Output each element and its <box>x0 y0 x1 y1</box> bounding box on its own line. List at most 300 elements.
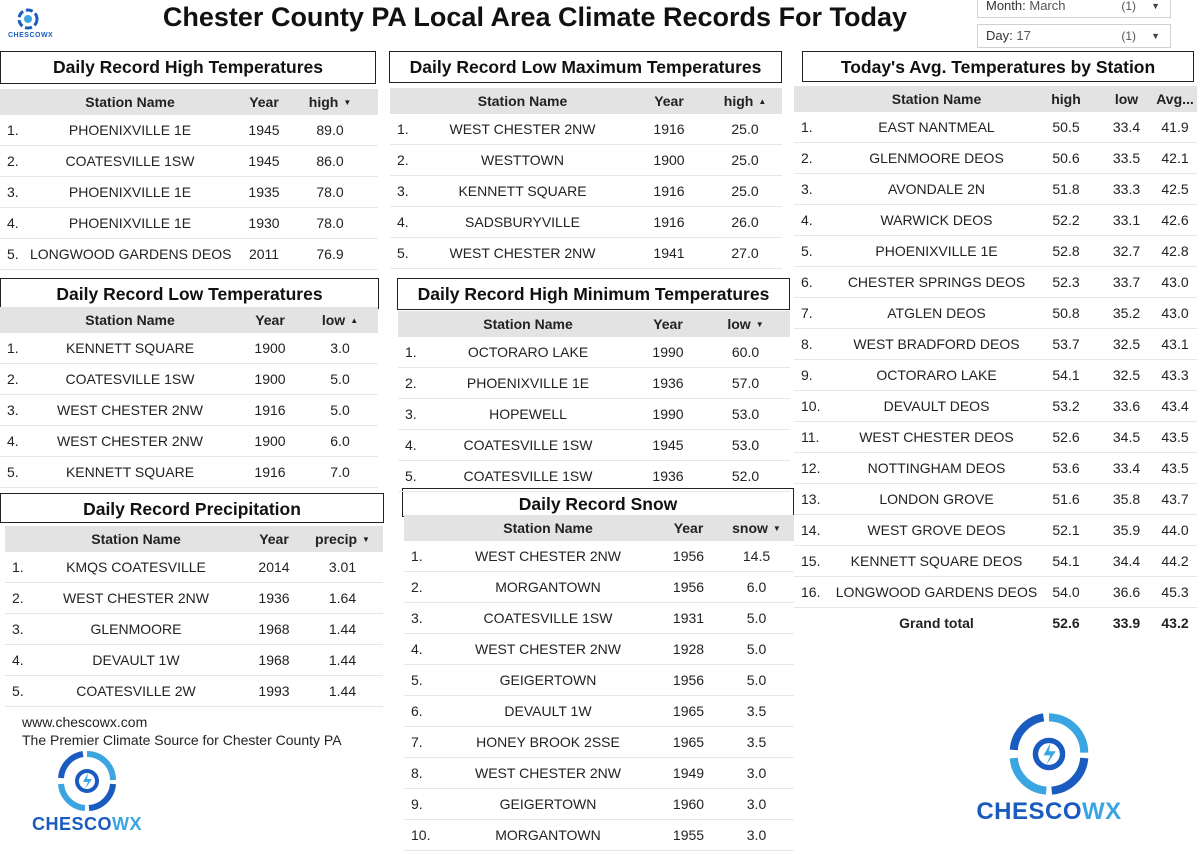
row-high: 52.2 <box>1052 212 1080 228</box>
row-value: 1.44 <box>328 652 357 668</box>
row-station-name: GEIGERTOWN <box>499 796 597 812</box>
table-row <box>404 603 794 634</box>
row-value: 53.0 <box>731 437 760 453</box>
table-row <box>404 727 794 758</box>
table-row <box>0 177 378 208</box>
row-station-name: SADSBURYVILLE <box>465 214 580 230</box>
row-station-name: LONGWOOD GARDENS DEOS <box>835 584 1038 600</box>
row-rank: 3. <box>397 183 409 199</box>
row-high: 50.6 <box>1052 150 1080 166</box>
chescowx-logo-icon <box>57 750 117 812</box>
row-station-name: WEST CHESTER 2NW <box>57 433 203 449</box>
row-station-name: COATESVILLE 1SW <box>463 468 593 484</box>
column-header-high: high <box>1051 91 1081 107</box>
grand-total-high: 52.6 <box>1052 615 1080 631</box>
row-station-name: NOTTINGHAM DEOS <box>867 460 1006 476</box>
row-low: 35.9 <box>1112 522 1141 538</box>
row-rank: 8. <box>801 336 813 352</box>
chevron-down-icon: ▼ <box>1151 31 1160 41</box>
sort-descending-icon[interactable]: ▼ <box>772 524 781 534</box>
month-filter-count: (1) <box>1121 0 1136 13</box>
row-year: 1931 <box>672 610 705 626</box>
row-year: 1960 <box>672 796 705 812</box>
column-header-low: low <box>1114 91 1139 107</box>
top-logo: CHESCOWX <box>8 6 48 39</box>
row-rank: 3. <box>7 184 19 200</box>
row-high: 53.2 <box>1052 398 1080 414</box>
row-avg: 42.1 <box>1161 150 1189 166</box>
row-rank: 3. <box>405 406 417 422</box>
row-rank: 3. <box>7 402 19 418</box>
table-row <box>0 395 378 426</box>
row-low: 33.5 <box>1112 150 1141 166</box>
table-row <box>794 267 1197 298</box>
column-header-year: Year <box>249 94 279 110</box>
row-rank: 1. <box>397 121 409 137</box>
row-high: 50.8 <box>1052 305 1080 321</box>
column-header-station: Station Name <box>891 91 982 107</box>
row-low: 33.4 <box>1112 460 1141 476</box>
row-year: 1930 <box>248 215 280 231</box>
table-row <box>5 583 383 614</box>
row-low: 33.6 <box>1112 398 1141 414</box>
column-header-station: Station Name <box>85 94 175 110</box>
row-high: 52.3 <box>1052 274 1080 290</box>
row-rank: 5. <box>7 246 19 262</box>
table-row <box>794 484 1197 515</box>
snow-title: Daily Record Snow <box>402 488 794 517</box>
column-header-year: Year <box>654 93 684 109</box>
row-high: 51.6 <box>1052 491 1080 507</box>
row-rank: 7. <box>801 305 813 321</box>
table-row <box>404 541 794 572</box>
row-rank: 9. <box>411 796 423 812</box>
row-rank: 4. <box>12 652 24 668</box>
table-row <box>5 645 383 676</box>
row-rank: 12. <box>801 460 821 476</box>
row-station-name: WEST CHESTER 2NW <box>57 402 203 418</box>
row-station-name: COATESVILLE 1SW <box>463 437 593 453</box>
column-header-value[interactable] <box>305 526 380 553</box>
row-rank: 16. <box>801 584 821 600</box>
row-value: 1.44 <box>328 621 357 637</box>
table-row <box>0 146 378 177</box>
table-row <box>390 145 782 176</box>
column-header-value-label: precip <box>315 531 358 547</box>
row-value: 5.0 <box>746 641 767 657</box>
row-rank: 8. <box>411 765 423 781</box>
row-avg: 42.5 <box>1161 181 1189 197</box>
row-value: 25.0 <box>731 152 759 168</box>
row-station-name: KMQS COATESVILLE <box>66 559 206 575</box>
row-value: 86.0 <box>316 153 344 169</box>
row-station-name: DEVAULT 1W <box>504 703 592 719</box>
row-value: 5.0 <box>330 402 350 418</box>
row-rank: 1. <box>12 559 24 575</box>
row-station-name: GLENMOORE DEOS <box>869 150 1004 166</box>
row-rank: 3. <box>12 621 24 637</box>
table-row <box>794 422 1197 453</box>
row-value: 89.0 <box>316 122 344 138</box>
row-rank: 6. <box>411 703 423 719</box>
row-rank: 9. <box>801 367 813 383</box>
row-station-name: COATESVILLE 2W <box>76 683 196 699</box>
page-title: Chester County PA Local Area Climate Records For Today <box>162 2 908 32</box>
row-station-name: WEST CHESTER 2NW <box>449 245 596 261</box>
table-row <box>404 665 794 696</box>
row-avg: 43.1 <box>1161 336 1189 352</box>
row-value: 78.0 <box>316 184 344 200</box>
row-year: 1968 <box>258 621 290 637</box>
row-low: 33.1 <box>1112 212 1141 228</box>
row-station-name: MORGANTOWN <box>495 579 601 595</box>
footer-text <box>22 713 342 749</box>
table-row <box>404 696 794 727</box>
row-high: 54.0 <box>1052 584 1080 600</box>
row-station-name: WESTTOWN <box>481 152 564 168</box>
row-value: 6.0 <box>746 579 767 595</box>
row-rank: 5. <box>405 468 417 484</box>
row-year: 1928 <box>672 641 705 657</box>
sort-descending-icon[interactable]: ▼ <box>755 320 764 330</box>
row-rank: 1. <box>405 344 417 360</box>
row-station-name: OCTORARO LAKE <box>876 367 997 383</box>
row-rank: 4. <box>397 214 409 230</box>
table-row <box>5 614 383 645</box>
table-row <box>390 207 782 238</box>
table-row <box>398 399 790 430</box>
right-logo: CHESCOWX <box>968 712 1130 826</box>
row-station-name: WEST GROVE DEOS <box>867 522 1006 538</box>
row-station-name: COATESVILLE 1SW <box>483 610 613 626</box>
row-value: 25.0 <box>731 183 759 199</box>
high-min-temps-table <box>398 311 790 492</box>
row-year: 1993 <box>258 683 290 699</box>
precip-title: Daily Record Precipitation <box>0 493 384 523</box>
row-year: 1949 <box>672 765 705 781</box>
table-row <box>794 577 1197 608</box>
row-year: 1955 <box>672 827 705 843</box>
row-value: 7.0 <box>330 464 350 480</box>
row-value: 53.0 <box>731 406 760 422</box>
column-header-value[interactable] <box>710 88 780 115</box>
sort-descending-icon[interactable]: ▼ <box>362 535 370 545</box>
column-header-station: Station Name <box>483 316 573 332</box>
row-year: 2014 <box>258 559 290 575</box>
grand-total-avg: 43.2 <box>1161 615 1189 631</box>
table-row <box>404 634 794 665</box>
table-row <box>5 552 383 583</box>
high-temps-table <box>0 89 378 270</box>
row-year: 1945 <box>652 437 684 453</box>
column-header-avg: Avg... <box>1156 91 1194 107</box>
table-row <box>404 572 794 603</box>
row-station-name: WEST BRADFORD DEOS <box>853 336 1020 352</box>
row-avg: 43.5 <box>1161 460 1189 476</box>
table-row <box>0 333 378 364</box>
row-station-name: COATESVILLE 1SW <box>65 371 195 387</box>
table-header <box>0 89 378 115</box>
table-row <box>794 360 1197 391</box>
row-station-name: EAST NANTMEAL <box>878 119 995 135</box>
table-row <box>794 174 1197 205</box>
row-value: 3.01 <box>328 559 357 575</box>
column-header-value[interactable] <box>708 311 783 338</box>
row-rank: 3. <box>801 181 813 197</box>
table-row <box>398 461 790 492</box>
row-high: 52.8 <box>1052 243 1080 259</box>
row-low: 32.5 <box>1112 336 1141 352</box>
row-high: 50.5 <box>1052 119 1080 135</box>
row-low: 33.7 <box>1112 274 1141 290</box>
row-avg: 43.0 <box>1161 274 1189 290</box>
row-low: 32.7 <box>1112 243 1141 259</box>
row-high: 52.6 <box>1052 429 1080 445</box>
snow-table <box>404 515 794 851</box>
row-rank: 1. <box>7 122 19 138</box>
row-rank: 11. <box>801 429 820 445</box>
day-filter-dropdown[interactable] <box>977 24 1171 48</box>
row-value: 5.0 <box>330 371 350 387</box>
row-rank: 13. <box>801 491 821 507</box>
row-station-name: PHOENIXVILLE 1E <box>68 122 192 138</box>
row-year: 1900 <box>254 433 286 449</box>
row-high: 52.1 <box>1052 522 1080 538</box>
row-year: 1936 <box>258 590 290 606</box>
row-rank: 4. <box>411 641 423 657</box>
row-year: 1990 <box>652 406 684 422</box>
row-high: 54.1 <box>1052 367 1080 383</box>
row-value: 78.0 <box>316 215 344 231</box>
table-row <box>390 176 782 207</box>
row-low: 36.6 <box>1112 584 1141 600</box>
row-year: 1916 <box>653 183 685 199</box>
month-filter-dropdown[interactable] <box>977 0 1171 18</box>
table-header <box>404 515 794 541</box>
table-row <box>0 457 378 488</box>
row-year: 1965 <box>672 734 705 750</box>
grand-total-low: 33.9 <box>1112 615 1141 631</box>
row-value: 3.5 <box>746 734 767 750</box>
row-station-name: AVONDALE 2N <box>888 181 985 197</box>
month-filter-label: Month: <box>986 0 1026 13</box>
column-header-year: Year <box>673 520 704 536</box>
row-value: 3.0 <box>746 796 767 812</box>
row-year: 1956 <box>672 672 705 688</box>
row-rank: 2. <box>7 371 19 387</box>
row-year: 1945 <box>248 122 280 138</box>
row-rank: 2. <box>7 153 19 169</box>
row-value: 3.0 <box>330 340 350 356</box>
row-station-name: WARWICK DEOS <box>880 212 993 228</box>
table-header <box>398 311 790 337</box>
row-avg: 43.3 <box>1161 367 1189 383</box>
row-rank: 1. <box>7 340 19 356</box>
row-value: 5.0 <box>746 610 767 626</box>
row-year: 1956 <box>672 579 705 595</box>
table-row <box>794 298 1197 329</box>
row-value: 26.0 <box>731 214 759 230</box>
row-year: 1916 <box>254 464 286 480</box>
chevron-down-icon: ▼ <box>1151 1 1160 11</box>
row-avg: 44.2 <box>1161 553 1189 569</box>
grand-total-row <box>794 608 1197 638</box>
table-row <box>0 239 378 270</box>
row-rank: 4. <box>7 433 19 449</box>
row-avg: 43.5 <box>1161 429 1189 445</box>
row-rank: 2. <box>801 150 813 166</box>
row-station-name: GEIGERTOWN <box>499 672 597 688</box>
row-station-name: GLENMOORE <box>90 621 182 637</box>
row-station-name: ATGLEN DEOS <box>887 305 986 321</box>
table-row <box>794 236 1197 267</box>
row-low: 34.4 <box>1112 553 1141 569</box>
column-header-year: Year <box>255 312 285 328</box>
row-year: 1900 <box>653 152 685 168</box>
row-station-name: MORGANTOWN <box>495 827 601 843</box>
row-station-name: WEST CHESTER 2NW <box>63 590 209 606</box>
row-avg: 41.9 <box>1161 119 1189 135</box>
row-rank: 4. <box>7 215 19 231</box>
row-value: 3.0 <box>746 827 767 843</box>
low-temps-table <box>0 307 378 488</box>
row-year: 1936 <box>652 375 684 391</box>
row-avg: 45.3 <box>1161 584 1189 600</box>
row-year: 1956 <box>672 548 705 564</box>
table-row <box>794 391 1197 422</box>
row-rank: 5. <box>411 672 423 688</box>
table-header <box>5 526 383 552</box>
row-value: 14.5 <box>742 548 771 564</box>
row-value: 1.64 <box>328 590 357 606</box>
row-rank: 6. <box>801 274 813 290</box>
row-station-name: WEST CHESTER 2NW <box>475 641 621 657</box>
row-rank: 10. <box>801 398 821 414</box>
high-temps-title: Daily Record High Temperatures <box>0 51 376 84</box>
row-value: 25.0 <box>731 121 759 137</box>
row-value: 3.0 <box>746 765 767 781</box>
table-row <box>794 329 1197 360</box>
row-year: 1990 <box>652 344 684 360</box>
column-header-station: Station Name <box>477 93 568 109</box>
low-temps-title: Daily Record Low Temperatures <box>0 278 379 309</box>
day-filter-label: Day: <box>986 28 1013 43</box>
table-row <box>794 112 1197 143</box>
table-row <box>794 546 1197 577</box>
table-row <box>794 143 1197 174</box>
column-header-value-label: low <box>321 312 346 328</box>
row-year: 1935 <box>248 184 280 200</box>
row-year: 1945 <box>248 153 280 169</box>
row-avg: 44.0 <box>1161 522 1189 538</box>
row-value: 57.0 <box>731 375 760 391</box>
row-rank: 1. <box>411 548 423 564</box>
row-station-name: PHOENIXVILLE 1E <box>68 184 192 200</box>
row-station-name: DEVAULT DEOS <box>883 398 990 414</box>
row-station-name: LONGWOOD GARDENS DEOS <box>30 246 232 262</box>
row-value: 76.9 <box>316 246 344 262</box>
table-row <box>390 114 782 145</box>
row-value: 27.0 <box>731 245 759 261</box>
row-station-name: WEST CHESTER DEOS <box>859 429 1014 445</box>
row-station-name: PHOENIXVILLE 1E <box>466 375 590 391</box>
row-low: 33.4 <box>1112 119 1141 135</box>
table-row <box>398 337 790 368</box>
avg-temps-table <box>794 86 1197 638</box>
row-rank: 5. <box>397 245 409 261</box>
column-header-value[interactable] <box>310 307 370 334</box>
row-avg: 43.0 <box>1161 305 1189 321</box>
footer-logo: CHESCOWX <box>28 750 146 835</box>
column-header-station: Station Name <box>85 312 175 328</box>
row-rank: 5. <box>7 464 19 480</box>
row-high: 53.7 <box>1052 336 1080 352</box>
row-station-name: HOPEWELL <box>489 406 567 422</box>
table-row <box>794 453 1197 484</box>
sort-descending-icon[interactable]: ▼ <box>343 98 352 108</box>
table-row <box>390 238 782 269</box>
row-rank: 2. <box>12 590 24 606</box>
row-station-name: KENNETT SQUARE <box>65 464 195 480</box>
high-min-temps-title: Daily Record High Minimum Temperatures <box>397 278 790 310</box>
table-row <box>398 430 790 461</box>
column-header-year: Year <box>259 531 289 547</box>
avg-temps-title: Today's Avg. Temperatures by Station <box>802 51 1194 82</box>
row-low: 35.8 <box>1112 491 1141 507</box>
row-station-name: PHOENIXVILLE 1E <box>875 243 998 259</box>
row-low: 34.5 <box>1112 429 1141 445</box>
column-header-value[interactable] <box>724 515 789 542</box>
row-year: 1936 <box>652 468 684 484</box>
row-year: 1900 <box>254 340 286 356</box>
column-header-value-label: low <box>727 316 751 332</box>
row-station-name: HONEY BROOK 2SSE <box>476 734 620 750</box>
column-header-value-label: snow <box>732 520 768 536</box>
table-row <box>0 426 378 457</box>
table-row <box>404 758 794 789</box>
row-station-name: CHESTER SPRINGS DEOS <box>847 274 1026 290</box>
row-rank: 2. <box>397 152 409 168</box>
table-row <box>404 820 794 851</box>
row-high: 51.8 <box>1052 181 1080 197</box>
table-row <box>0 208 378 239</box>
row-rank: 2. <box>411 579 423 595</box>
table-row <box>0 364 378 395</box>
column-header-value[interactable] <box>300 89 360 116</box>
row-avg: 42.8 <box>1161 243 1189 259</box>
column-header-station: Station Name <box>91 531 181 547</box>
row-rank: 4. <box>801 212 813 228</box>
site-url[interactable]: www.chescowx.com <box>22 714 148 730</box>
row-year: 1968 <box>258 652 290 668</box>
row-station-name: PHOENIXVILLE 1E <box>68 215 192 231</box>
chescowx-logo-icon <box>1008 712 1090 796</box>
row-avg: 43.7 <box>1161 491 1189 507</box>
table-row <box>5 676 383 707</box>
table-row <box>0 115 378 146</box>
row-low: 33.3 <box>1112 181 1141 197</box>
row-low: 35.2 <box>1112 305 1141 321</box>
row-low: 32.5 <box>1112 367 1141 383</box>
precip-table <box>5 526 383 707</box>
sort-ascending-icon[interactable]: ▲ <box>758 97 767 107</box>
sort-ascending-icon[interactable]: ▲ <box>350 316 359 326</box>
site-tagline: The Premier Climate Source for Chester County PA <box>22 732 342 748</box>
row-value: 5.0 <box>746 672 767 688</box>
low-max-temps-table <box>390 88 782 269</box>
column-header-value-label: high <box>308 94 339 110</box>
row-value: 60.0 <box>731 344 760 360</box>
